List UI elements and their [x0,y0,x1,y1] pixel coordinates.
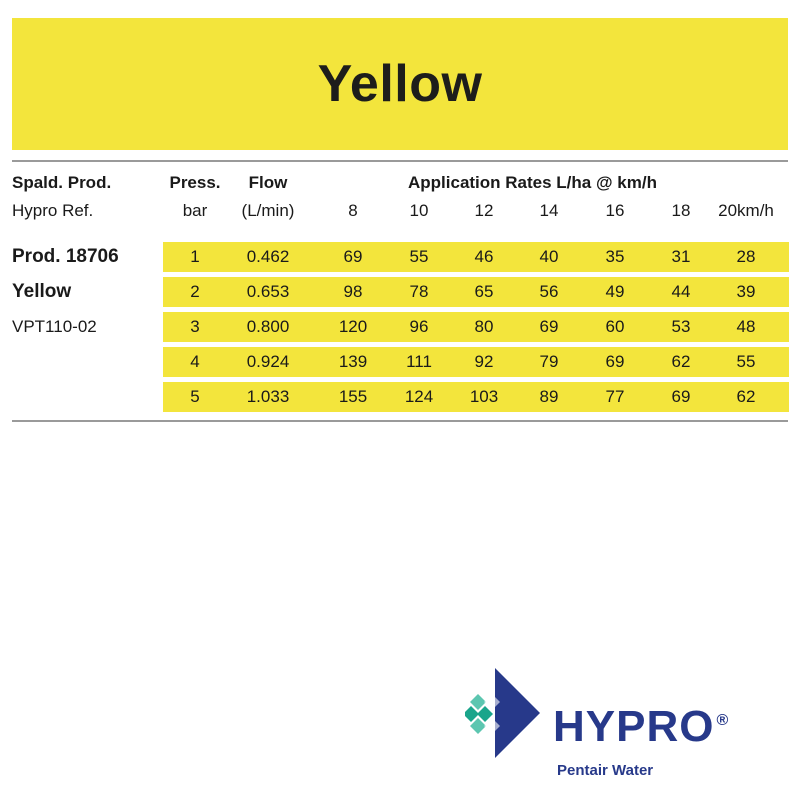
cell-rate: 111 [406,352,432,371]
header-press: Press. [169,173,221,192]
header-speed: 18 [671,201,691,220]
table-bottom-rule [12,420,788,422]
cell-rate: 65 [474,282,494,301]
cell-rate: 49 [605,282,625,301]
cell-rate: 28 [736,247,756,266]
cell-pressure: 1 [190,247,200,266]
cell-flow: 0.800 [246,317,290,336]
cell-flow: 0.924 [246,352,290,371]
header-speed: 16 [605,201,625,220]
cell-rate: 31 [671,247,691,266]
page-title: Yellow [317,55,483,113]
header-hypro-ref: Hypro Ref. [12,201,94,220]
cell-rate: 98 [343,282,363,301]
cell-rate: 69 [605,352,625,371]
cell-pressure: 5 [190,387,200,406]
cell-rate: 89 [539,387,559,406]
header-speed: 20km/h [718,201,774,220]
hypro-diamond-icon [465,668,555,768]
header-flow: Flow [248,173,288,192]
cell-rate: 55 [409,247,429,266]
cell-rate: 69 [671,387,691,406]
header-application-rates: Application Rates L/ha @ km/h [408,173,657,192]
brand-subtitle: Pentair Water [557,762,654,779]
header-speed: 10 [409,201,429,220]
cell-rate: 56 [539,282,559,301]
cell-rate: 62 [736,387,756,406]
cell-rate: 155 [338,387,368,406]
cell-rate: 62 [671,352,691,371]
product-color: Yellow [12,281,72,302]
cell-rate: 40 [539,247,559,266]
cell-flow: 0.462 [246,247,290,266]
product-ref: VPT110-02 [12,317,97,336]
cell-rate: 124 [404,387,434,406]
cell-rate: 39 [736,282,756,301]
brand-wordmark: HYPRO ® [553,702,730,751]
cell-rate: 55 [736,352,756,371]
cell-rate: 79 [539,352,559,371]
cell-rate: 35 [605,247,625,266]
header-product: Spald. Prod. [12,173,112,192]
cell-rate: 139 [338,352,368,371]
cell-rate: 60 [605,317,625,336]
cell-flow: 1.033 [246,387,290,406]
header-lmin: (L/min) [241,201,295,220]
cell-rate: 120 [338,317,368,336]
hypro-logo [465,668,790,793]
cell-rate: 69 [343,247,363,266]
cell-flow: 0.653 [246,282,290,301]
header-speed: 12 [474,201,494,220]
cell-rate: 92 [474,352,494,371]
cell-rate: 48 [736,317,756,336]
cell-rate: 77 [605,387,625,406]
cell-rate: 44 [671,282,691,301]
header-speed: 14 [539,201,559,220]
table-top-rule [12,160,788,162]
cell-rate: 103 [469,387,499,406]
header-speed: 8 [348,201,358,220]
cell-rate: 69 [539,317,559,336]
cell-rate: 96 [409,317,429,336]
cell-pressure: 4 [190,352,200,371]
product-code: Prod. 18706 [12,246,119,267]
header-bar: bar [182,201,208,220]
cell-rate: 78 [409,282,429,301]
cell-pressure: 2 [190,282,200,301]
title-banner [12,18,788,150]
cell-rate: 46 [474,247,494,266]
cell-pressure: 3 [190,317,200,336]
cell-rate: 80 [474,317,494,336]
cell-rate: 53 [671,317,691,336]
